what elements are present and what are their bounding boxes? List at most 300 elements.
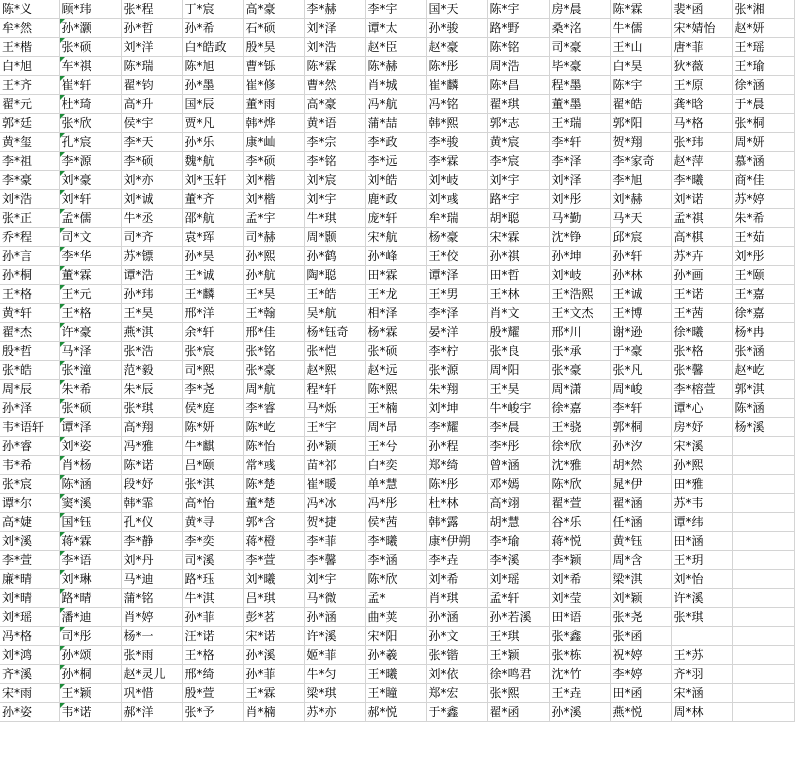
table-cell[interactable]: 燕*淇 — [121, 323, 182, 342]
table-cell[interactable]: 王*骁 — [549, 418, 610, 437]
table-cell[interactable]: 孙*羲 — [365, 646, 426, 665]
table-cell[interactable]: 范*毅 — [121, 361, 182, 380]
table-cell[interactable]: 田*雅 — [671, 475, 732, 494]
table-cell[interactable]: 谢*逊 — [610, 323, 671, 342]
table-cell[interactable]: 郭*廷 — [0, 114, 59, 133]
table-cell[interactable]: 任*涵 — [610, 513, 671, 532]
table-cell[interactable]: 孙*涵 — [304, 608, 365, 627]
table-cell[interactable]: 张*熙 — [487, 684, 549, 703]
table-cell[interactable]: 张*豪 — [549, 361, 610, 380]
table-cell[interactable]: 郝*洋 — [121, 703, 182, 722]
table-cell[interactable]: 胡*然 — [610, 456, 671, 475]
table-cell[interactable]: 曹*然 — [304, 76, 365, 95]
table-cell[interactable]: 陈*欣 — [549, 475, 610, 494]
table-cell[interactable]: 胡*聪 — [487, 209, 549, 228]
table-cell[interactable]: 刘*彤 — [549, 190, 610, 209]
table-cell[interactable]: 牛*匀 — [304, 665, 365, 684]
table-cell[interactable]: 张*尧 — [610, 608, 671, 627]
table-cell[interactable]: 王*瞳 — [365, 684, 426, 703]
table-cell[interactable]: 王*皓 — [304, 285, 365, 304]
table-cell[interactable]: 廉*晴 — [0, 570, 59, 589]
table-cell[interactable]: 陈*宇 — [487, 0, 549, 19]
table-cell[interactable]: 牛*淇 — [182, 589, 243, 608]
table-cell[interactable]: 周*浩 — [487, 57, 549, 76]
table-cell[interactable]: 李*萱 — [243, 551, 304, 570]
table-cell[interactable]: 张*硕 — [365, 342, 426, 361]
table-cell[interactable]: 赵*屹 — [732, 361, 794, 380]
table-cell[interactable]: 刘*溪 — [0, 532, 59, 551]
table-cell[interactable]: 崔*暖 — [304, 475, 365, 494]
table-cell[interactable]: 许*溪 — [304, 627, 365, 646]
table-cell[interactable]: 董*墨 — [549, 95, 610, 114]
table-cell[interactable]: 陈*赫 — [365, 57, 426, 76]
table-cell[interactable]: 韩*霏 — [121, 494, 182, 513]
table-cell[interactable]: 邓*嫣 — [487, 475, 549, 494]
table-cell[interactable]: 孙*桐 — [59, 665, 121, 684]
table-cell[interactable]: 陈*旭 — [182, 57, 243, 76]
table-cell[interactable]: 冯*格 — [0, 627, 59, 646]
table-cell[interactable]: 晁*伊 — [610, 475, 671, 494]
table-cell[interactable]: 刘*宇 — [487, 171, 549, 190]
table-cell[interactable]: 徐*鸣君 — [487, 665, 549, 684]
table-cell[interactable]: 宋*雨 — [0, 684, 59, 703]
table-cell[interactable]: 高*翊 — [487, 494, 549, 513]
table-cell[interactable]: 王*男 — [426, 285, 487, 304]
table-cell[interactable]: 姬*菲 — [304, 646, 365, 665]
table-cell[interactable]: 常*彧 — [243, 456, 304, 475]
table-cell[interactable]: 孙*玮 — [121, 285, 182, 304]
table-cell[interactable]: 谭*心 — [671, 399, 732, 418]
table-cell[interactable]: 孟*宇 — [243, 209, 304, 228]
table-cell[interactable]: 路*宇 — [487, 190, 549, 209]
table-cell[interactable]: 陈*彤 — [426, 57, 487, 76]
table-cell[interactable]: 赵*妍 — [732, 19, 794, 38]
table-cell[interactable]: 肖*杨 — [59, 456, 121, 475]
table-cell[interactable]: 张*琪 — [671, 608, 732, 627]
table-cell[interactable]: 侯*庭 — [182, 399, 243, 418]
table-cell[interactable]: 杜*林 — [426, 494, 487, 513]
table-cell[interactable]: 朱*辰 — [121, 380, 182, 399]
table-cell[interactable]: 谭*尔 — [0, 494, 59, 513]
table-cell[interactable]: 刘*姿 — [59, 437, 121, 456]
table-cell[interactable]: 王*诚 — [610, 285, 671, 304]
table-cell[interactable]: 王*茜 — [671, 304, 732, 323]
table-cell[interactable]: 刘*瑶 — [0, 608, 59, 627]
table-cell[interactable]: 宋*溪 — [671, 437, 732, 456]
table-cell[interactable]: 国*天 — [426, 0, 487, 19]
table-cell[interactable]: 李*华 — [59, 247, 121, 266]
table-cell[interactable]: 刘*岐 — [426, 171, 487, 190]
table-cell[interactable] — [732, 608, 794, 627]
table-cell[interactable]: 赵*臣 — [365, 38, 426, 57]
table-cell[interactable]: 刘*岐 — [549, 266, 610, 285]
table-cell[interactable]: 陈*欣 — [365, 570, 426, 589]
table-cell[interactable]: 张*宸 — [0, 475, 59, 494]
table-cell[interactable]: 黄*寻 — [182, 513, 243, 532]
table-cell[interactable]: 周*颢 — [304, 228, 365, 247]
table-cell[interactable]: 刘*泽 — [304, 19, 365, 38]
table-cell[interactable]: 孙*涵 — [426, 608, 487, 627]
table-cell[interactable]: 王*茹 — [732, 228, 794, 247]
table-cell[interactable]: 高*豪 — [304, 95, 365, 114]
table-cell[interactable]: 王*格 — [182, 646, 243, 665]
table-cell[interactable]: 李*菲 — [304, 532, 365, 551]
table-cell[interactable]: 刘*宇 — [304, 190, 365, 209]
table-cell[interactable]: 杜*琦 — [59, 95, 121, 114]
table-cell[interactable]: 肖*城 — [365, 76, 426, 95]
table-cell[interactable]: 刘*诚 — [121, 190, 182, 209]
table-cell[interactable]: 孙*菲 — [182, 608, 243, 627]
table-cell[interactable]: 张*恺 — [304, 342, 365, 361]
table-cell[interactable]: 李*骏 — [426, 133, 487, 152]
table-cell[interactable]: 李*轩 — [610, 399, 671, 418]
table-cell[interactable]: 孙*林 — [610, 266, 671, 285]
table-cell[interactable]: 田*霖 — [365, 266, 426, 285]
table-cell[interactable]: 赵*远 — [365, 361, 426, 380]
table-cell[interactable]: 李*语 — [59, 551, 121, 570]
table-cell[interactable]: 司*齐 — [121, 228, 182, 247]
table-cell[interactable]: 董*齐 — [182, 190, 243, 209]
table-cell[interactable]: 孙*哲 — [121, 19, 182, 38]
table-cell[interactable]: 孙*程 — [426, 437, 487, 456]
table-cell[interactable]: 李*天 — [121, 133, 182, 152]
table-cell[interactable]: 刘*玉轩 — [182, 171, 243, 190]
table-cell[interactable]: 路*晴 — [59, 589, 121, 608]
table-cell[interactable]: 宋*诺 — [243, 627, 304, 646]
table-cell[interactable]: 牟*然 — [0, 19, 59, 38]
table-cell[interactable]: 李*柠 — [426, 342, 487, 361]
table-cell[interactable]: 田*语 — [549, 608, 610, 627]
table-cell[interactable]: 陈*宇 — [610, 76, 671, 95]
table-cell[interactable]: 刘*丹 — [121, 551, 182, 570]
table-cell[interactable]: 唐*菲 — [671, 38, 732, 57]
table-cell[interactable]: 马*勤 — [549, 209, 610, 228]
table-cell[interactable]: 周*峻 — [610, 380, 671, 399]
table-cell[interactable]: 王*昊 — [487, 380, 549, 399]
table-cell[interactable]: 牛*峻宇 — [487, 399, 549, 418]
table-cell[interactable]: 司*赫 — [243, 228, 304, 247]
table-cell[interactable]: 王*嘉 — [732, 285, 794, 304]
table-cell[interactable]: 刘*彧 — [426, 190, 487, 209]
table-cell[interactable]: 韩*熙 — [426, 114, 487, 133]
table-cell[interactable]: 孔*仪 — [121, 513, 182, 532]
table-cell[interactable]: 张*铭 — [243, 342, 304, 361]
table-cell[interactable]: 赵*萍 — [671, 152, 732, 171]
table-cell[interactable]: 刘*轩 — [59, 190, 121, 209]
table-cell[interactable]: 邢*川 — [549, 323, 610, 342]
table-cell[interactable]: 李*宗 — [304, 133, 365, 152]
table-cell[interactable]: 刘*怡 — [671, 570, 732, 589]
table-cell[interactable]: 王*瑜 — [732, 57, 794, 76]
table-cell[interactable]: 韩*露 — [426, 513, 487, 532]
table-cell[interactable]: 邵*航 — [182, 209, 243, 228]
table-cell[interactable]: 潘*迪 — [59, 608, 121, 627]
table-cell[interactable]: 杨*冉 — [732, 323, 794, 342]
table-cell[interactable]: 王*昊 — [121, 304, 182, 323]
table-cell[interactable]: 李*泽 — [426, 304, 487, 323]
table-cell[interactable]: 孙*熙 — [243, 247, 304, 266]
table-cell[interactable]: 王*兮 — [365, 437, 426, 456]
table-cell[interactable]: 黄*轩 — [0, 304, 59, 323]
table-cell[interactable]: 徐*涵 — [732, 76, 794, 95]
table-cell[interactable]: 张*鑫 — [549, 627, 610, 646]
table-cell[interactable]: 司*熙 — [182, 361, 243, 380]
table-cell[interactable]: 丁*宸 — [182, 0, 243, 19]
table-cell[interactable]: 王*诚 — [182, 266, 243, 285]
table-cell[interactable]: 陈*昌 — [487, 76, 549, 95]
table-cell[interactable]: 蒋*悦 — [549, 532, 610, 551]
table-cell[interactable]: 邢*佳 — [243, 323, 304, 342]
table-cell[interactable]: 裴*函 — [671, 0, 732, 19]
table-cell[interactable]: 谷*乐 — [549, 513, 610, 532]
table-cell[interactable]: 李*尧 — [182, 380, 243, 399]
table-cell[interactable]: 王*山 — [610, 38, 671, 57]
table-cell[interactable]: 王*昊 — [243, 285, 304, 304]
table-cell[interactable]: 李*萱 — [0, 551, 59, 570]
table-cell[interactable]: 陈*瑞 — [121, 57, 182, 76]
table-cell[interactable]: 陶*聪 — [304, 266, 365, 285]
table-cell[interactable]: 刘*皓 — [365, 171, 426, 190]
table-cell[interactable]: 陈*义 — [0, 0, 59, 19]
table-cell[interactable]: 李*睿 — [243, 399, 304, 418]
table-cell[interactable]: 孙*坤 — [549, 247, 610, 266]
table-cell[interactable]: 马*格 — [671, 114, 732, 133]
table-cell[interactable] — [732, 684, 794, 703]
table-cell[interactable]: 宋*航 — [365, 228, 426, 247]
table-cell[interactable]: 李*曦 — [365, 532, 426, 551]
table-cell[interactable]: 侯*茜 — [365, 513, 426, 532]
table-cell[interactable]: 徐*欣 — [549, 437, 610, 456]
table-cell[interactable]: 刘*豪 — [59, 171, 121, 190]
table-cell[interactable]: 牛*丞 — [121, 209, 182, 228]
table-cell[interactable]: 黄*钰 — [610, 532, 671, 551]
table-cell[interactable]: 刘*莹 — [549, 589, 610, 608]
table-cell[interactable]: 马*烁 — [304, 399, 365, 418]
table-cell[interactable]: 沈*竹 — [549, 665, 610, 684]
table-cell[interactable]: 李*宸 — [487, 152, 549, 171]
table-cell[interactable]: 张*淇 — [182, 475, 243, 494]
table-cell[interactable]: 王*曦 — [365, 665, 426, 684]
table-cell[interactable]: 孙*航 — [243, 266, 304, 285]
table-cell[interactable]: 王*垚 — [549, 684, 610, 703]
table-cell[interactable]: 李*榕萱 — [671, 380, 732, 399]
table-cell[interactable]: 司*豪 — [549, 38, 610, 57]
table-cell[interactable]: 国*钰 — [59, 513, 121, 532]
table-cell[interactable]: 李*远 — [365, 152, 426, 171]
table-cell[interactable]: 孙*颖 — [304, 437, 365, 456]
table-cell[interactable]: 王*瑶 — [732, 38, 794, 57]
table-cell[interactable]: 慕*涵 — [732, 152, 794, 171]
table-cell[interactable]: 段*妤 — [121, 475, 182, 494]
table-cell[interactable]: 肖*琪 — [426, 589, 487, 608]
table-cell[interactable]: 李*铭 — [304, 152, 365, 171]
table-cell[interactable]: 王*格 — [0, 285, 59, 304]
table-cell[interactable]: 李*曦 — [671, 171, 732, 190]
table-cell[interactable]: 鹿*政 — [365, 190, 426, 209]
table-cell[interactable]: 李*轩 — [549, 133, 610, 152]
table-cell[interactable]: 张*函 — [610, 627, 671, 646]
table-cell[interactable]: 冯*冰 — [304, 494, 365, 513]
table-cell[interactable]: 王*苏 — [671, 646, 732, 665]
table-cell[interactable]: 孙*峰 — [365, 247, 426, 266]
table-cell[interactable]: 张*栋 — [549, 646, 610, 665]
table-cell[interactable] — [732, 570, 794, 589]
table-cell[interactable]: 朱*希 — [732, 209, 794, 228]
table-cell[interactable]: 李*泽 — [549, 152, 610, 171]
table-cell[interactable]: 孙*言 — [0, 247, 59, 266]
table-cell[interactable]: 谭*泽 — [59, 418, 121, 437]
table-cell[interactable]: 刘*晴 — [0, 589, 59, 608]
table-cell[interactable]: 刘*赫 — [610, 190, 671, 209]
table-cell[interactable]: 曹*铄 — [243, 57, 304, 76]
table-cell[interactable]: 张*浩 — [121, 342, 182, 361]
table-cell[interactable]: 李*奕 — [182, 532, 243, 551]
table-cell[interactable]: 刘*泽 — [549, 171, 610, 190]
table-cell[interactable]: 杨*溪 — [732, 418, 794, 437]
table-cell[interactable]: 崔*麟 — [426, 76, 487, 95]
table-cell[interactable]: 朱*希 — [59, 380, 121, 399]
table-cell[interactable]: 贺*捷 — [304, 513, 365, 532]
table-cell[interactable]: 孙*溪 — [549, 703, 610, 722]
table-cell[interactable]: 刘*宸 — [304, 171, 365, 190]
table-cell[interactable]: 孙*轩 — [610, 247, 671, 266]
table-cell[interactable]: 张*豪 — [243, 361, 304, 380]
table-cell[interactable]: 宋*霖 — [487, 228, 549, 247]
table-cell[interactable]: 田*函 — [610, 684, 671, 703]
table-cell[interactable]: 高*升 — [121, 95, 182, 114]
table-cell[interactable] — [732, 532, 794, 551]
table-cell[interactable]: 孙*菲 — [243, 665, 304, 684]
table-cell[interactable]: 苗*祁 — [304, 456, 365, 475]
table-cell[interactable]: 贺*翔 — [610, 133, 671, 152]
table-cell[interactable] — [732, 627, 794, 646]
table-cell[interactable]: 宋*涵 — [671, 684, 732, 703]
table-cell[interactable]: 孟* — [365, 589, 426, 608]
table-cell[interactable]: 张*源 — [426, 361, 487, 380]
table-cell[interactable]: 张*涵 — [732, 342, 794, 361]
table-cell[interactable]: 顾*玮 — [59, 0, 121, 19]
table-cell[interactable]: 翟*琪 — [487, 95, 549, 114]
table-cell[interactable]: 王*楷 — [0, 38, 59, 57]
table-cell[interactable]: 高*翔 — [121, 418, 182, 437]
table-cell[interactable]: 崔*修 — [243, 76, 304, 95]
table-cell[interactable]: 王*颖 — [59, 684, 121, 703]
table-cell[interactable]: 程*轩 — [304, 380, 365, 399]
table-cell[interactable]: 李*政 — [365, 133, 426, 152]
table-cell[interactable]: 孙*汐 — [610, 437, 671, 456]
table-cell[interactable]: 董*楚 — [243, 494, 304, 513]
table-cell[interactable]: 张*琪 — [121, 399, 182, 418]
table-cell[interactable]: 蒲*铭 — [121, 589, 182, 608]
table-cell[interactable]: 单*慧 — [365, 475, 426, 494]
table-cell[interactable]: 肖*楠 — [243, 703, 304, 722]
table-cell[interactable]: 翟*涵 — [610, 494, 671, 513]
table-cell[interactable] — [732, 703, 794, 722]
table-cell[interactable]: 刘*颖 — [610, 589, 671, 608]
table-cell[interactable]: 许*溪 — [671, 589, 732, 608]
table-cell[interactable]: 孔*宸 — [59, 133, 121, 152]
table-cell[interactable]: 汪*诺 — [182, 627, 243, 646]
table-cell[interactable]: 张*欣 — [59, 114, 121, 133]
table-cell[interactable]: 李*溪 — [487, 551, 549, 570]
table-cell[interactable]: 蒋*橙 — [243, 532, 304, 551]
table-cell[interactable]: 王*瑞 — [549, 114, 610, 133]
table-cell[interactable]: 周*潇 — [549, 380, 610, 399]
table-cell[interactable]: 王*文杰 — [549, 304, 610, 323]
table-cell[interactable]: 刘*琳 — [59, 570, 121, 589]
table-cell[interactable]: 陈*楚 — [243, 475, 304, 494]
table-cell[interactable]: 李*馨 — [304, 551, 365, 570]
table-cell[interactable]: 韦*诺 — [59, 703, 121, 722]
table-cell[interactable]: 刘*洋 — [121, 38, 182, 57]
table-cell[interactable]: 邢*绮 — [182, 665, 243, 684]
table-cell[interactable]: 翟*元 — [0, 95, 59, 114]
table-cell[interactable]: 李*豪 — [0, 171, 59, 190]
table-cell[interactable]: 李*旭 — [610, 171, 671, 190]
table-cell[interactable]: 陈*涵 — [59, 475, 121, 494]
table-cell[interactable]: 张*湘 — [732, 0, 794, 19]
table-cell[interactable]: 李*硕 — [243, 152, 304, 171]
table-cell[interactable]: 孙*文 — [426, 627, 487, 646]
table-cell[interactable]: 宋*阳 — [365, 627, 426, 646]
table-cell[interactable]: 吕*琪 — [243, 589, 304, 608]
table-cell[interactable]: 杨*豪 — [426, 228, 487, 247]
table-cell[interactable]: 韦*希 — [0, 456, 59, 475]
table-cell[interactable]: 李*赫 — [304, 0, 365, 19]
table-cell[interactable]: 苏*镖 — [121, 247, 182, 266]
table-cell[interactable]: 刘*瑶 — [487, 570, 549, 589]
table-cell[interactable]: 孙*颂 — [59, 646, 121, 665]
table-cell[interactable]: 胡*慧 — [487, 513, 549, 532]
table-cell[interactable]: 毕*豪 — [549, 57, 610, 76]
table-cell[interactable]: 牛*儒 — [610, 19, 671, 38]
table-cell[interactable]: 康*伊朔 — [426, 532, 487, 551]
table-cell[interactable]: 贾*凡 — [182, 114, 243, 133]
table-cell[interactable]: 房*妤 — [671, 418, 732, 437]
table-cell[interactable]: 刘*曦 — [243, 570, 304, 589]
table-cell[interactable]: 李*家奇 — [610, 152, 671, 171]
table-cell[interactable]: 白*奕 — [365, 456, 426, 475]
table-cell[interactable]: 田*哲 — [487, 266, 549, 285]
table-cell[interactable]: 张*正 — [0, 209, 59, 228]
table-cell[interactable]: 殷*耀 — [487, 323, 549, 342]
table-cell[interactable]: 刘*浩 — [304, 38, 365, 57]
table-cell[interactable]: 苏*亦 — [304, 703, 365, 722]
table-cell[interactable]: 张*格 — [671, 342, 732, 361]
table-cell[interactable]: 张*皓 — [0, 361, 59, 380]
table-cell[interactable]: 孙*鹤 — [304, 247, 365, 266]
table-cell[interactable] — [732, 646, 794, 665]
table-cell[interactable]: 魏*航 — [182, 152, 243, 171]
table-cell[interactable]: 周*林 — [671, 703, 732, 722]
table-cell[interactable]: 郭*桐 — [610, 418, 671, 437]
table-cell[interactable]: 周*含 — [610, 551, 671, 570]
table-cell[interactable]: 孙*希 — [182, 19, 243, 38]
table-cell[interactable]: 齐*溪 — [0, 665, 59, 684]
table-cell[interactable]: 袁*珲 — [182, 228, 243, 247]
table-cell[interactable]: 高*婕 — [0, 513, 59, 532]
table-cell[interactable]: 路*野 — [487, 19, 549, 38]
table-cell[interactable]: 孙*熙 — [671, 456, 732, 475]
table-cell[interactable]: 祝*婷 — [610, 646, 671, 665]
table-cell[interactable]: 张*桐 — [732, 114, 794, 133]
table-cell[interactable]: 郝*悦 — [365, 703, 426, 722]
table-cell[interactable]: 刘*诺 — [671, 190, 732, 209]
table-cell[interactable]: 沈*铮 — [549, 228, 610, 247]
table-cell[interactable]: 王*颐 — [732, 266, 794, 285]
table-cell[interactable]: 周*妍 — [732, 133, 794, 152]
table-cell[interactable]: 晏*洋 — [426, 323, 487, 342]
